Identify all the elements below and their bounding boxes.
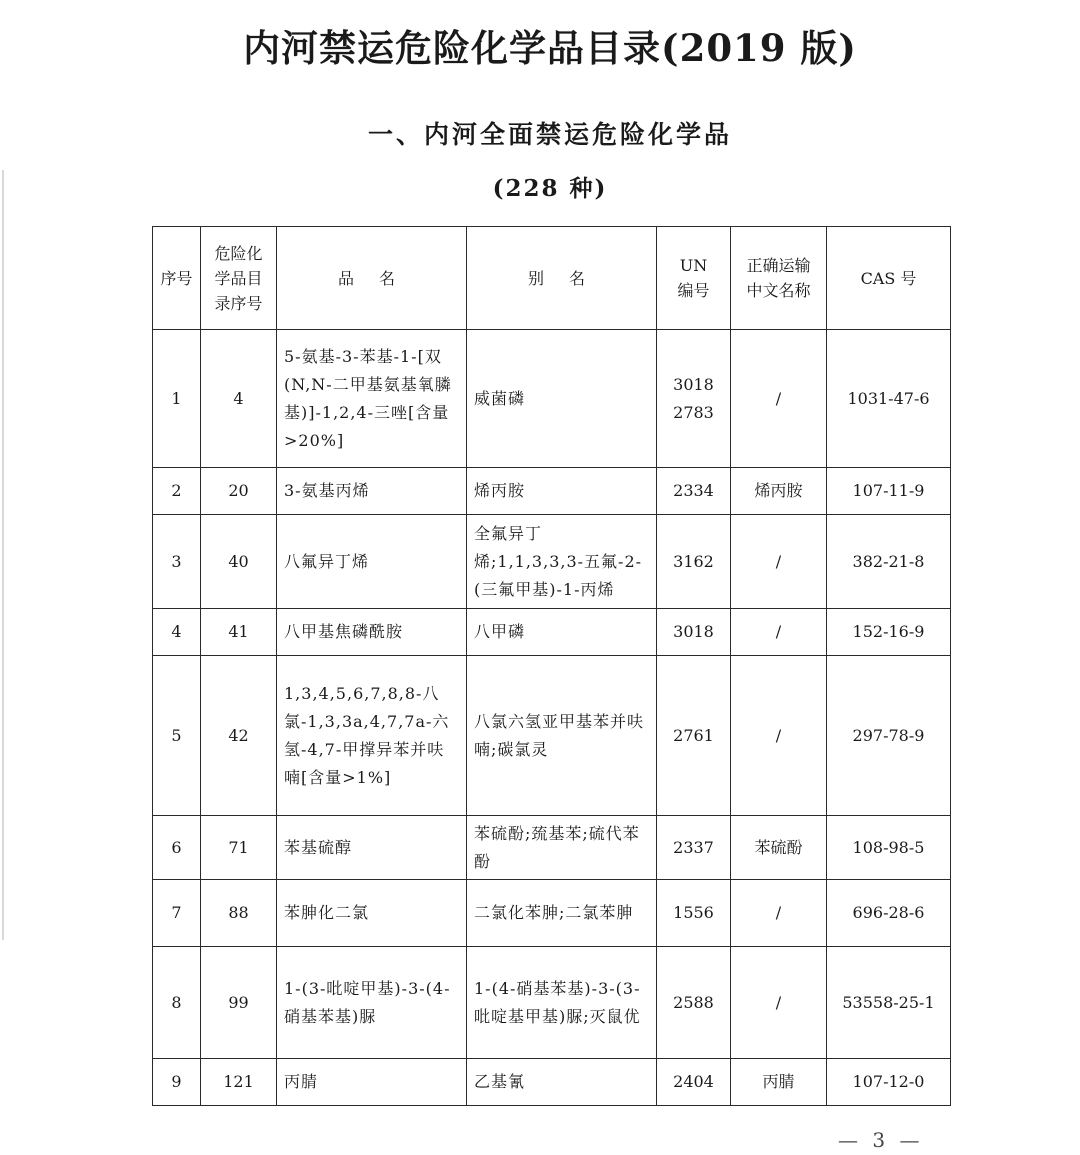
cell-un: 2404 (657, 1059, 731, 1106)
header-name: 品 名 (277, 227, 467, 330)
cell-un: 3018 (657, 609, 731, 656)
cell-alias: 全氟异丁烯;1,1,3,3,3-五氟-2-(三氟甲基)-1-丙烯 (467, 515, 657, 609)
cell-un: 3018 2783 (657, 330, 731, 468)
cell-cas: 53558-25-1 (827, 947, 951, 1059)
cell-seq: 9 (153, 1059, 201, 1106)
cell-seq: 3 (153, 515, 201, 609)
cell-catalog-seq: 20 (201, 468, 277, 515)
cell-catalog-seq: 99 (201, 947, 277, 1059)
cell-catalog-seq: 42 (201, 656, 277, 816)
cell-catalog-seq: 121 (201, 1059, 277, 1106)
cell-alias: 二氯化苯胂;二氯苯胂 (467, 880, 657, 947)
cell-name: 5-氨基-3-苯基-1-[双(N,N-二甲基氨基氧膦基)]-1,2,4-三唑[含量>20%] (277, 330, 467, 468)
cell-transport-name: / (731, 656, 827, 816)
cell-transport-name: / (731, 947, 827, 1059)
table-row (153, 609, 951, 656)
table-row (153, 1059, 951, 1106)
cell-alias: 八甲磷 (467, 609, 657, 656)
table-row (153, 816, 951, 880)
cell-un: 3162 (657, 515, 731, 609)
cell-name: 苯胂化二氯 (277, 880, 467, 947)
cell-name: 1-(3-吡啶甲基)-3-(4-硝基苯基)脲 (277, 947, 467, 1059)
cell-name: 八甲基焦磷酰胺 (277, 609, 467, 656)
cell-cas: 297-78-9 (827, 656, 951, 816)
cell-cas: 107-11-9 (827, 468, 951, 515)
cell-transport-name: / (731, 880, 827, 947)
header-alias: 别 名 (467, 227, 657, 330)
table-row (153, 880, 951, 947)
cell-seq: 7 (153, 880, 201, 947)
page-edge-shadow (2, 170, 4, 940)
cell-seq: 8 (153, 947, 201, 1059)
cell-name: 1,3,4,5,6,7,8,8-八氯-1,3,3a,4,7,7a-六氢-4,7-甲撑异苯并呋喃[含量>1%] (277, 656, 467, 816)
header-transport-name: 正确运输中文名称 (731, 227, 827, 330)
cell-cas: 1031-47-6 (827, 330, 951, 468)
cell-un: 2334 (657, 468, 731, 515)
header-catalog-seq: 危险化学品目录序号 (201, 227, 277, 330)
cell-transport-name: 丙腈 (731, 1059, 827, 1106)
header-seq: 序号 (153, 227, 201, 330)
cell-cas: 108-98-5 (827, 816, 951, 880)
cell-name: 八氟异丁烯 (277, 515, 467, 609)
cell-un: 2588 (657, 947, 731, 1059)
cell-catalog-seq: 4 (201, 330, 277, 468)
table-row (153, 468, 951, 515)
table-row (153, 330, 951, 468)
cell-alias: 苯硫酚;巯基苯;硫代苯酚 (467, 816, 657, 880)
cell-alias: 1-(4-硝基苯基)-3-(3-吡啶基甲基)脲;灭鼠优 (467, 947, 657, 1059)
cell-seq: 6 (153, 816, 201, 880)
cell-transport-name: / (731, 330, 827, 468)
document-title: 内河禁运危险化学品目录(2019 版) (243, 26, 857, 70)
cell-transport-name: / (731, 515, 827, 609)
table-row (153, 656, 951, 816)
cell-name: 丙腈 (277, 1059, 467, 1106)
table-row (153, 515, 951, 609)
cell-un: 1556 (657, 880, 731, 947)
cell-name: 3-氨基丙烯 (277, 468, 467, 515)
cell-un: 2761 (657, 656, 731, 816)
cell-alias: 乙基氰 (467, 1059, 657, 1106)
chemical-catalog-table (152, 226, 951, 1106)
cell-transport-name: 苯硫酚 (731, 816, 827, 880)
cell-cas: 382-21-8 (827, 515, 951, 609)
cell-alias: 威菌磷 (467, 330, 657, 468)
cell-cas: 107-12-0 (827, 1059, 951, 1106)
cell-un: 2337 (657, 816, 731, 880)
page-number: — 3 — (838, 1128, 924, 1152)
cell-transport-name: 烯丙胺 (731, 468, 827, 515)
cell-catalog-seq: 71 (201, 816, 277, 880)
cell-cas: 152-16-9 (827, 609, 951, 656)
item-count: (228 种) (492, 175, 608, 202)
cell-catalog-seq: 40 (201, 515, 277, 609)
table-row (153, 947, 951, 1059)
cell-seq: 1 (153, 330, 201, 468)
table-header-row (153, 227, 951, 330)
cell-seq: 5 (153, 656, 201, 816)
cell-seq: 2 (153, 468, 201, 515)
cell-name: 苯基硫醇 (277, 816, 467, 880)
cell-seq: 4 (153, 609, 201, 656)
section-title: 一、内河全面禁运危险化学品 (367, 120, 732, 149)
cell-transport-name: / (731, 609, 827, 656)
cell-catalog-seq: 88 (201, 880, 277, 947)
cell-cas: 696-28-6 (827, 880, 951, 947)
header-un: UN编号 (657, 227, 731, 330)
cell-alias: 烯丙胺 (467, 468, 657, 515)
header-cas: CAS 号 (827, 227, 951, 330)
cell-alias: 八氯六氢亚甲基苯并呋喃;碳氯灵 (467, 656, 657, 816)
cell-catalog-seq: 41 (201, 609, 277, 656)
